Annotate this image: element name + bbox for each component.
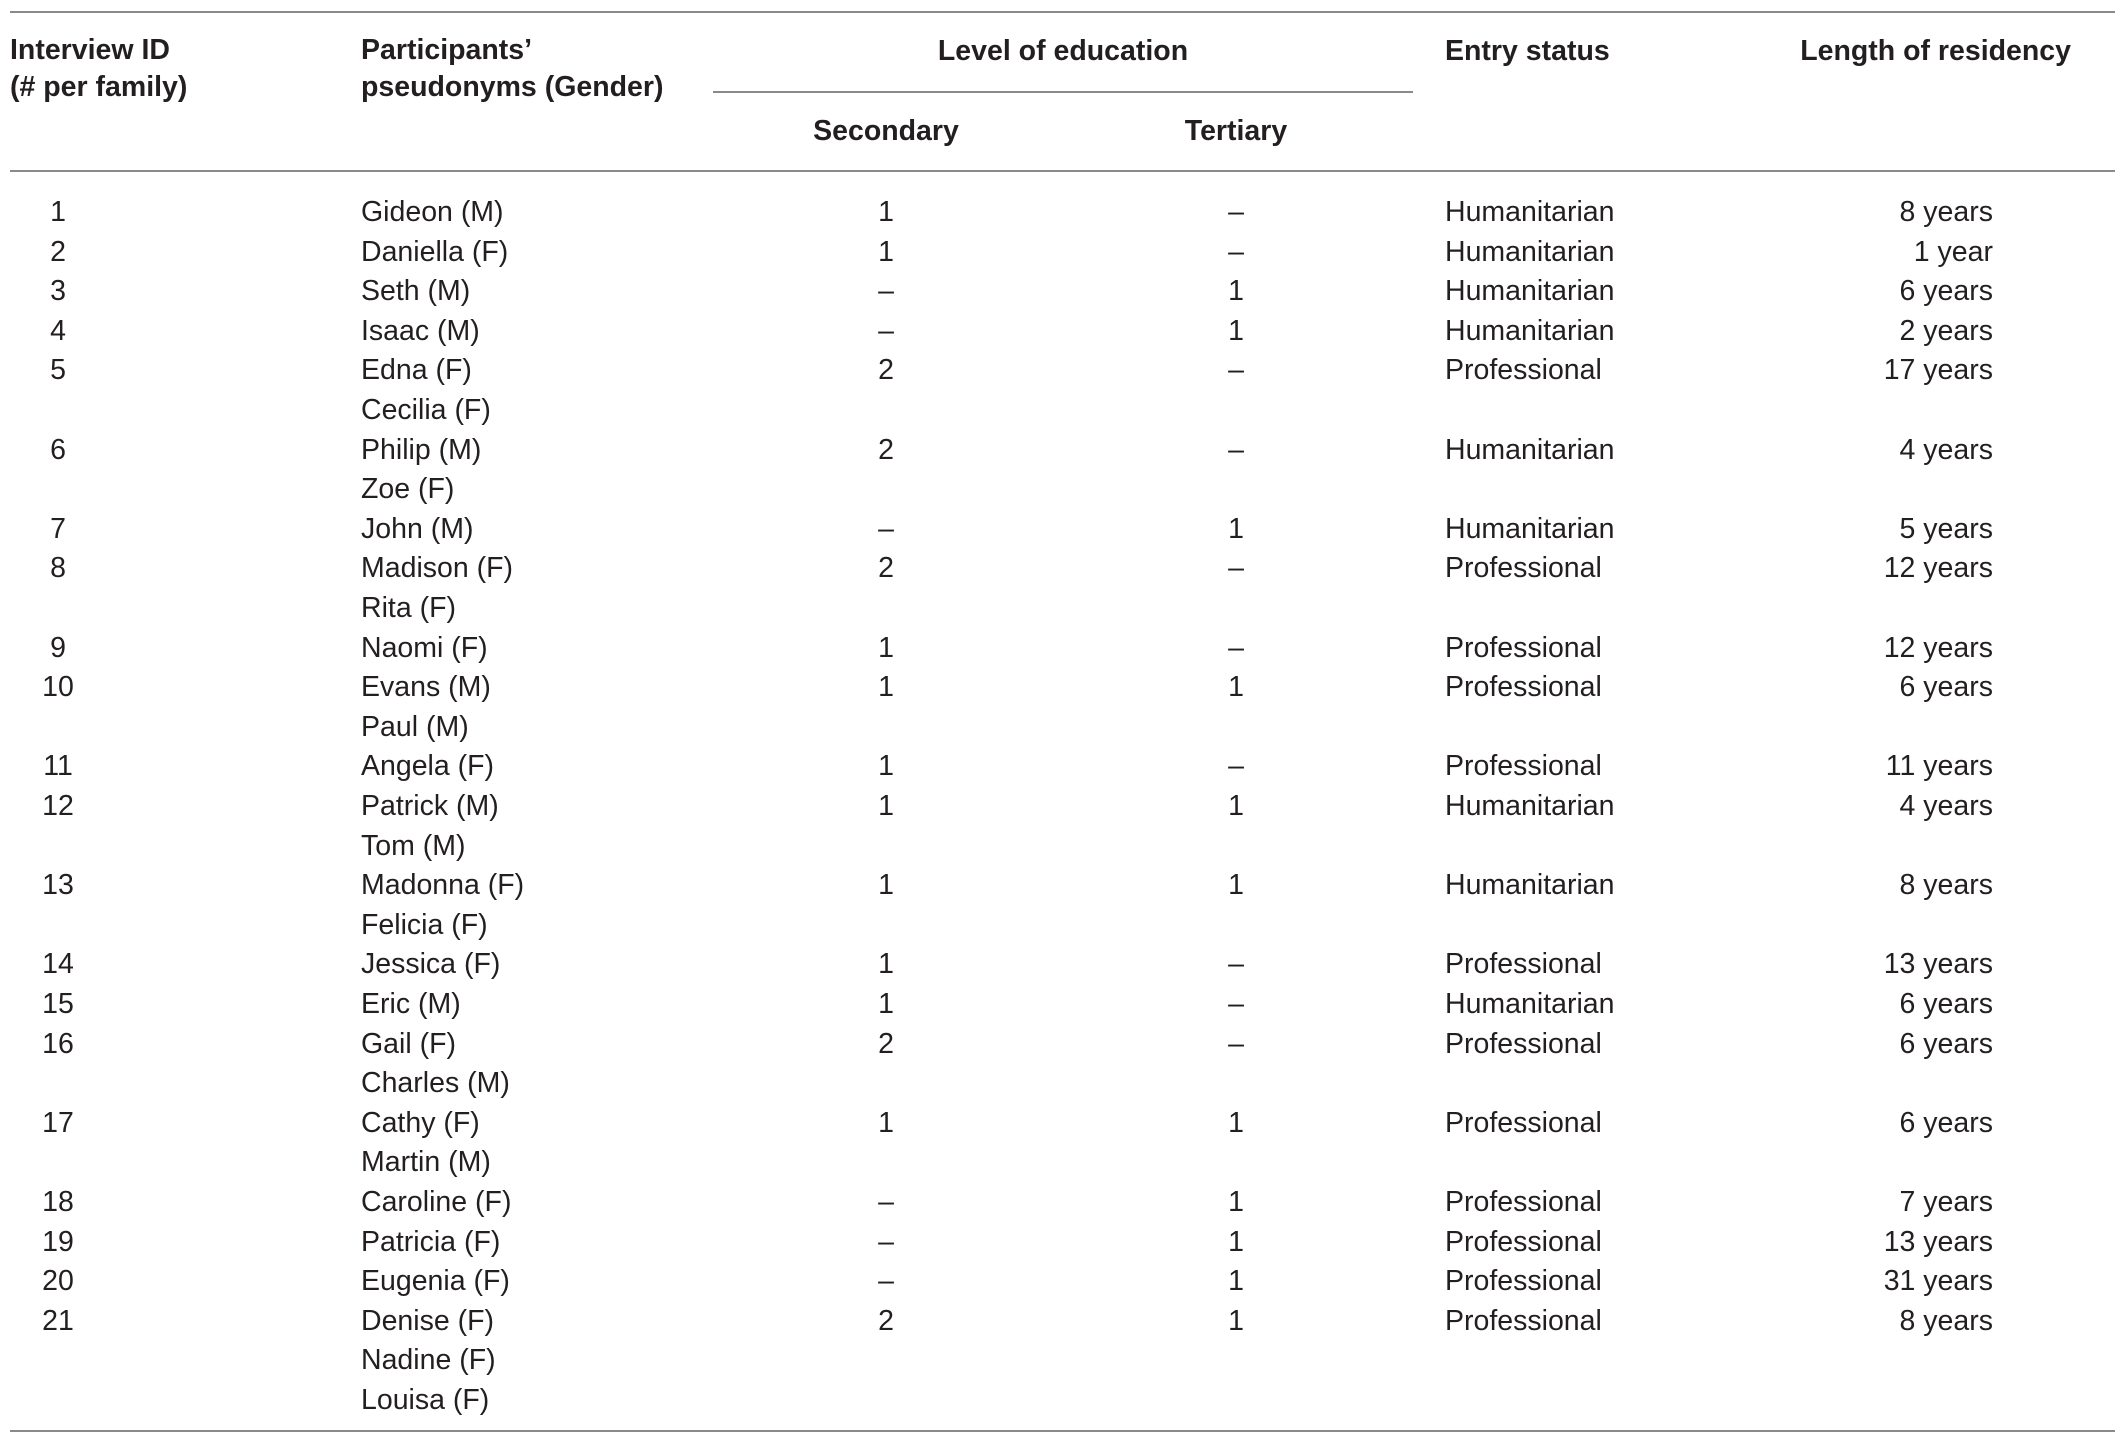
education-group-rule xyxy=(713,91,1413,93)
cell-length-of-residency: 5 years xyxy=(1899,512,1993,545)
cell-interview-id: 16 xyxy=(42,1027,74,1060)
cell-interview-id: 19 xyxy=(42,1225,74,1258)
cell-interview-id: 17 xyxy=(42,1106,74,1139)
cell-participant-name: Seth (M) xyxy=(361,275,471,308)
cell-participant-name: Cecilia (F) xyxy=(361,394,491,426)
cell-secondary: 2 xyxy=(878,552,894,585)
cell-tertiary: 1 xyxy=(1228,512,1244,545)
header-level-of-education: Level of education xyxy=(937,35,1189,67)
cell-length-of-residency: 8 years xyxy=(1899,869,1993,902)
cell-length-of-residency: 12 years xyxy=(1883,631,1993,664)
cell-secondary: 1 xyxy=(878,1106,894,1139)
cell-participant-name: Edna (F) xyxy=(361,354,472,387)
cell-secondary: 1 xyxy=(878,790,894,822)
cell-tertiary: – xyxy=(1228,948,1244,981)
cell-entry-status: Professional xyxy=(1445,631,1602,664)
cell-entry-status: Humanitarian xyxy=(1445,275,1615,308)
cell-secondary: 1 xyxy=(878,631,894,664)
cell-length-of-residency: 17 years xyxy=(1883,354,1993,387)
cell-entry-status: Professional xyxy=(1445,948,1602,981)
cell-tertiary: – xyxy=(1228,196,1244,228)
cell-participant-name: Felicia (F) xyxy=(361,908,488,941)
cell-interview-id: 1 xyxy=(50,196,66,228)
cell-participant-name: Denise (F) xyxy=(361,1304,495,1337)
cell-interview-id: 12 xyxy=(42,790,74,822)
cell-secondary: 2 xyxy=(878,433,894,466)
cell-length-of-residency: 6 years xyxy=(1899,275,1993,308)
cell-secondary: 1 xyxy=(878,948,894,981)
cell-entry-status: Professional xyxy=(1445,354,1602,387)
cell-length-of-residency: 11 years xyxy=(1885,750,1993,783)
cell-length-of-residency: 8 years xyxy=(1899,1304,1993,1337)
cell-participant-name: Philip (M) xyxy=(361,433,482,466)
cell-interview-id: 8 xyxy=(50,552,66,585)
cell-secondary: – xyxy=(878,512,894,545)
cell-length-of-residency: 6 years xyxy=(1899,671,1993,704)
cell-participant-name: Paul (M) xyxy=(361,710,469,743)
cell-tertiary: 1 xyxy=(1228,869,1244,902)
cell-length-of-residency: 2 years xyxy=(1899,314,1993,347)
cell-secondary: 1 xyxy=(878,869,894,902)
cell-interview-id: 9 xyxy=(50,631,66,664)
cell-participant-name: Nadine (F) xyxy=(361,1344,496,1377)
cell-participant-name: Jessica (F) xyxy=(361,948,501,981)
cell-participant-name: Angela (F) xyxy=(361,750,495,783)
cell-interview-id: 2 xyxy=(50,235,66,268)
cell-participant-name: Rita (F) xyxy=(361,592,456,624)
header-participants xyxy=(361,32,663,106)
cell-participant-name: Madonna (F) xyxy=(361,869,525,902)
cell-entry-status: Professional xyxy=(1445,671,1602,704)
cell-length-of-residency: 6 years xyxy=(1899,988,1993,1020)
cell-entry-status: Professional xyxy=(1445,750,1602,783)
cell-tertiary: 1 xyxy=(1228,314,1244,347)
cell-participant-name: Evans (M) xyxy=(361,671,491,704)
header-length-of-residency: Length of residency xyxy=(1800,35,2071,67)
cell-secondary: 2 xyxy=(878,354,894,387)
cell-interview-id: 10 xyxy=(42,671,74,704)
cell-secondary: 2 xyxy=(878,1027,894,1060)
table-bottom-rule xyxy=(10,1430,2115,1432)
cell-entry-status: Professional xyxy=(1445,1304,1602,1337)
header-secondary: Secondary xyxy=(813,115,959,147)
cell-entry-status: Humanitarian xyxy=(1445,988,1615,1020)
cell-entry-status: Professional xyxy=(1445,1225,1602,1258)
cell-secondary: – xyxy=(878,1225,894,1258)
cell-entry-status: Humanitarian xyxy=(1445,235,1615,268)
cell-participant-name: Tom (M) xyxy=(361,829,466,862)
cell-entry-status: Humanitarian xyxy=(1445,869,1615,902)
cell-length-of-residency: 7 years xyxy=(1899,1186,1993,1218)
cell-secondary: 1 xyxy=(878,196,894,228)
cell-interview-id: 18 xyxy=(42,1186,74,1218)
cell-length-of-residency: 12 years xyxy=(1883,552,1993,585)
cell-interview-id: 7 xyxy=(50,512,66,545)
cell-participant-name: Eric (M) xyxy=(361,988,461,1020)
cell-length-of-residency: 8 years xyxy=(1899,196,1993,228)
cell-tertiary: 1 xyxy=(1228,1186,1244,1218)
cell-tertiary: 1 xyxy=(1228,1225,1244,1258)
cell-tertiary: – xyxy=(1228,750,1244,783)
cell-secondary: 1 xyxy=(878,988,894,1020)
cell-participant-name: Martin (M) xyxy=(361,1146,491,1179)
cell-participant-name: Cathy (F) xyxy=(361,1106,480,1139)
cell-tertiary: – xyxy=(1228,988,1244,1020)
cell-entry-status: Professional xyxy=(1445,1186,1602,1218)
cell-tertiary: – xyxy=(1228,433,1244,466)
cell-participant-name: Naomi (F) xyxy=(361,631,488,664)
cell-participant-name: Zoe (F) xyxy=(361,473,455,506)
cell-entry-status: Humanitarian xyxy=(1445,433,1615,466)
cell-secondary: – xyxy=(878,275,894,308)
header-bottom-rule xyxy=(10,170,2115,172)
cell-entry-status: Professional xyxy=(1445,552,1602,585)
cell-length-of-residency: 31 years xyxy=(1883,1265,1993,1298)
cell-participant-name: John (M) xyxy=(361,512,474,545)
cell-interview-id: 13 xyxy=(42,869,74,902)
cell-participant-name: Patrick (M) xyxy=(361,790,499,822)
cell-entry-status: Humanitarian xyxy=(1445,196,1615,228)
cell-secondary: 1 xyxy=(878,750,894,783)
cell-secondary: 1 xyxy=(878,235,894,268)
cell-length-of-residency: 13 years xyxy=(1883,948,1993,981)
cell-interview-id: 21 xyxy=(42,1304,74,1337)
cell-tertiary: – xyxy=(1228,552,1244,585)
cell-secondary: 1 xyxy=(878,671,894,704)
cell-entry-status: Humanitarian xyxy=(1445,512,1615,545)
cell-tertiary: 1 xyxy=(1228,1304,1244,1337)
cell-length-of-residency: 6 years xyxy=(1899,1027,1993,1060)
cell-tertiary: – xyxy=(1228,235,1244,268)
header-entry-status: Entry status xyxy=(1445,35,1610,67)
cell-entry-status: Professional xyxy=(1445,1106,1602,1139)
cell-tertiary: – xyxy=(1228,1027,1244,1060)
cell-tertiary: – xyxy=(1228,631,1244,664)
cell-participant-name: Gail (F) xyxy=(361,1027,456,1060)
cell-tertiary: 1 xyxy=(1228,275,1244,308)
cell-participant-name: Louisa (F) xyxy=(361,1384,490,1416)
header-participants-line2: pseudonyms (Gender) xyxy=(361,71,664,103)
cell-entry-status: Professional xyxy=(1445,1027,1602,1060)
cell-interview-id: 14 xyxy=(42,948,74,981)
cell-participant-name: Charles (M) xyxy=(361,1067,510,1100)
cell-secondary: – xyxy=(878,314,894,347)
cell-length-of-residency: 6 years xyxy=(1899,1106,1993,1139)
cell-secondary: 2 xyxy=(878,1304,894,1337)
cell-tertiary: – xyxy=(1228,354,1244,387)
cell-secondary: – xyxy=(878,1186,894,1218)
cell-participant-name: Daniella (F) xyxy=(361,235,509,268)
header-interview-id xyxy=(10,32,187,106)
cell-interview-id: 5 xyxy=(50,354,66,387)
cell-tertiary: 1 xyxy=(1228,790,1244,822)
cell-length-of-residency: 13 years xyxy=(1883,1225,1993,1258)
cell-participant-name: Gideon (M) xyxy=(361,196,504,228)
cell-length-of-residency: 4 years xyxy=(1899,433,1993,466)
cell-length-of-residency: 1 year xyxy=(1913,235,1993,268)
cell-interview-id: 11 xyxy=(43,750,73,783)
cell-interview-id: 15 xyxy=(42,988,74,1020)
cell-tertiary: 1 xyxy=(1228,671,1244,704)
table-top-rule xyxy=(10,11,2115,13)
cell-entry-status: Professional xyxy=(1445,1265,1602,1298)
cell-participant-name: Eugenia (F) xyxy=(361,1265,510,1298)
header-interview-id-line1: Interview ID xyxy=(10,34,170,66)
cell-interview-id: 20 xyxy=(42,1265,74,1298)
cell-participant-name: Isaac (M) xyxy=(361,314,480,347)
cell-tertiary: 1 xyxy=(1228,1265,1244,1298)
cell-interview-id: 3 xyxy=(50,275,66,308)
header-tertiary: Tertiary xyxy=(1184,115,1288,147)
cell-participant-name: Caroline (F) xyxy=(361,1186,512,1218)
cell-length-of-residency: 4 years xyxy=(1899,790,1993,822)
cell-interview-id: 6 xyxy=(50,433,66,466)
cell-participant-name: Patricia (F) xyxy=(361,1225,501,1258)
cell-entry-status: Humanitarian xyxy=(1445,790,1615,822)
cell-tertiary: 1 xyxy=(1228,1106,1244,1139)
cell-entry-status: Humanitarian xyxy=(1445,314,1615,347)
cell-interview-id: 4 xyxy=(50,314,66,347)
cell-secondary: – xyxy=(878,1265,894,1298)
header-interview-id-line2: (# per family) xyxy=(10,71,188,103)
cell-participant-name: Madison (F) xyxy=(361,552,514,585)
header-participants-line1: Participants’ xyxy=(361,34,533,66)
